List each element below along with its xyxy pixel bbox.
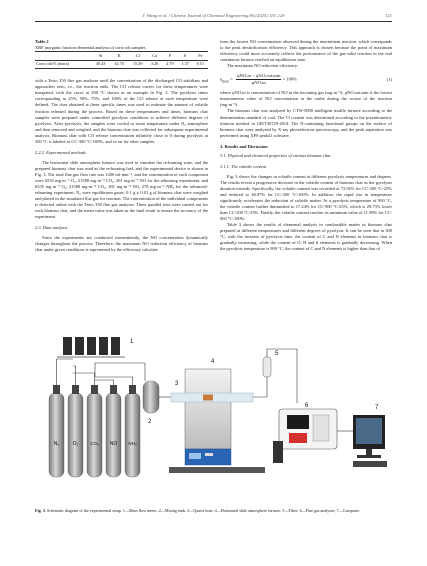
figure-caption-text: Schematic diagram of the experimental setup. 1—Mass flow meter; 2—Mixing tank; 3—Quartz boat; 4—Horizontal slide atmosphere furnace; 5—Filter; 6—Flue gas analyzer; 7—Computer. <box>46 508 360 513</box>
table-cell: 1.37 <box>181 61 189 67</box>
col-header <box>35 52 91 61</box>
label-3: 3 <box>175 381 179 387</box>
figure-3 <box>35 333 392 505</box>
equation-1 <box>220 73 392 86</box>
cylinder-o2 <box>68 385 83 477</box>
label-6: 6 <box>305 403 309 409</box>
table-cell: 0.51 <box>196 61 205 67</box>
quartz-tube <box>171 393 253 402</box>
page-number: 121 <box>385 13 392 18</box>
col-header: Cl <box>135 52 140 58</box>
eq-symbol: η <box>220 76 223 82</box>
computer <box>353 415 387 467</box>
header-rule <box>35 21 392 22</box>
table-cell: 15.49 <box>132 61 143 67</box>
eq-subscript: max <box>222 79 229 84</box>
table-header-row <box>35 52 208 61</box>
section-heading-2-3: 2.3. Data analysis <box>35 225 68 231</box>
eq-denominator: φNO,in <box>251 80 266 86</box>
table-cell: 2.79 <box>166 61 174 67</box>
section-heading-3-1: 3.1. Physical and chemical properties of various biomass char <box>220 152 332 158</box>
gas-label-n2: N₂ <box>53 441 60 447</box>
filter-to-analyzer-line <box>267 349 297 403</box>
paragraph: Table 3 shows the results of elemental analysis in combustible matter in biomass char prepared at different temperatures and different degrees of pyrolysis. It can be seen that at 300 °C, with the increase of pyrolysis time, the content of C and N elements in biomass char is gradually increasing, while the content of O, H and S elements is gradually decreasing. When the pyrolysis temperature is 900 °C, the content of C and N elements is higher than that of <box>220 222 392 252</box>
table-title: XRF inorganic fraction elemental analysis of corn cob samples <box>35 44 146 50</box>
gas-cylinders <box>49 385 140 477</box>
cylinder-no <box>106 385 121 477</box>
table-2-caption <box>35 39 208 50</box>
table-label: Table 2 <box>35 39 49 44</box>
gas-label-co2: CO₂ <box>90 441 99 446</box>
left-column <box>35 39 208 254</box>
flue-gas-analyzer <box>273 409 337 463</box>
journal-title: J. Wang et al. / Chinese Journal of Chemical Engineering 80 (2025) 119–129 <box>142 13 285 18</box>
paragraph: The horizontal slide atmosphere furnace was used to simulate the re-burning zone, and the prepared biomass char was used as the re-burning fuel, and the experimental device is shown in Fig. 3. The total flue gas flow rate was 1200 ml·min⁻¹, and the concentration of each component were 6535 mg·m⁻³ O₂, 21588 mg·m⁻³ CO₂, 491 mg·m⁻³ NO for the reburning experiment, and 6535 mg·m⁻³ O₂, 21588 mg·m⁻³ CO₂, 491 mg·m⁻³ NO, 278 mg·m⁻³ NH₃ for the advanced-reburning experiment, N₂ were equilibrium gases. 0.1 g ± 0.01 g of biomass char were weighed and placed in the simulated flue gas for reaction. The concentration of the individual components is detected online with the Testo 350 flue gas analyzer. Three parallel tests were carried out for each biomass char, and the mean value was taken as the final result to ensure the accuracy of the experiment. <box>35 159 208 220</box>
col-header: K <box>117 52 121 58</box>
filter <box>263 357 271 377</box>
col-header: Ca <box>152 52 158 58</box>
paragraph: where φNO,in is concentration of NO in the incoming gas (mg·m⁻³); φNO,out,min is the lowest instantaneous value of NO concentration at the outlet during the course of the reaction (mg·m⁻³). <box>220 90 392 108</box>
section-heading-3-1-1: 3.1.1. The volatile content <box>220 163 267 169</box>
table-cell: 3.28 <box>150 61 159 67</box>
outlet-line <box>253 377 267 397</box>
paragraph: The biomass char was analyzed by CTW-5008 intelligent muffle furnace according to the determination standard of coal. The Cl content was determined according to the potentiometric titration method in GB/T30729-2014. The N-containing functional groups on the surface of biomass char were analyzed by X-ray photoelectron spectroscopy, and the peak separation was performed using XPS peak41 software. <box>220 108 392 138</box>
paragraph: Since the experiments are conducted intermittently, the NO concentration dynamically changes throughout the process. Therefore, the maximum NO reduction efficiency of biomass char under given conditions is represented by the efficiency calculate <box>35 235 208 253</box>
cylinder-co2 <box>87 385 102 477</box>
label-7: 7 <box>375 405 379 411</box>
table-row <box>35 60 208 69</box>
equation-number: (1) <box>386 76 392 82</box>
cylinder-nh3 <box>125 385 140 477</box>
section-heading-3: 3. Results and Discussion <box>220 143 268 149</box>
col-header: S <box>183 52 187 58</box>
paragraph: with a Testo 350 flue gas analyzer until the concentration of the discharged CO stabilizes and approaches zero, i.e., the reaction ends. The CO release curves for these temperatures were integrated, with the curve at 300 °C shown as an example in Fig. 2. The pyrolysis times corresponding to 25%, 50%, 75%, and 100% of the CO release at each temperature were defined. The char obtained at these specific times was used to estimate the amount of volatile fraction released during the process. Based on these temperatures and times, biomass char samples were prepared under controlled pyrolysis conditions to achieve different degrees of pyrolysis. After pyrolysis, the samples were cooled to room temperature under N₂ atmosphere and then removed and weighed, and the biomass char was collected for subsequent experimental analysis. Biomass char with CO release concentration infinitely close to 0 during pyrolysis at 300 °C is labeled as CC-300 °C-100%, and so on for other samples. <box>35 78 208 144</box>
gas-label-nh3: NH₃ <box>128 441 137 446</box>
tube-furnace <box>169 369 265 473</box>
table-cell: 32.70 <box>114 61 124 67</box>
col-header: Si <box>98 52 103 58</box>
right-column <box>220 39 392 252</box>
mixing-tank <box>143 381 159 413</box>
experimental-setup-diagram <box>35 333 392 505</box>
table-cell: Corn cob/% (mass) <box>36 61 70 67</box>
table-cell: 40.43 <box>95 61 106 67</box>
col-header: P <box>168 52 172 58</box>
eq-numerator: φNO,in − φNO,out,min <box>236 73 282 80</box>
paragraph: from the lowest NO concentration observed during the intermittent reaction, which corresponds to the peak denitrification efficiency. This approach is chosen because the point of maximum efficiency could more accurately reflects the performance of the gas-solid reaction in the real continuous furnace reached an equilibrium state. <box>220 39 392 63</box>
cylinder-n2 <box>49 385 64 477</box>
xrf-table <box>35 51 208 69</box>
gas-label-no: NO <box>109 441 118 447</box>
eq-tail: × 100% <box>282 76 298 82</box>
paragraph: Fig. 3 shows the changes in volatile content at different pyrolysis temperatures and degrees. The results reveal a progressive decrease in the volatile content of biomass char as the pyrolysis duration extends. Specifically, the volatile content was recorded at 73.92% for CC-300 °C-25% and reduced to 46.97% for CC-300 °C-100%. In addition, the rapid rise in temperature significantly accelerates the reduction of volatile matter. At a pyrolysis temperature of 900 °C, the volatile content further diminished to 17.24% for CC-900 °C-25%, which is 29.73% lower than CC-300 °C-25%. Finally, the volatile content reaches its minimum value of 11.99% for CC-900 °C-100%. <box>220 173 393 222</box>
eq-fraction <box>236 73 282 86</box>
equation-body: $\eta_{max}$ = $\frac{\text{φNO,in − φNO,out,min}}{\text{φNO,in}}$ × 100% <box>220 73 298 86</box>
figure-3-caption <box>35 508 392 513</box>
quartz-boat <box>203 395 213 401</box>
paragraph: The maximum NO reduction efficiency: <box>227 63 299 69</box>
label-4: 4 <box>211 359 215 365</box>
mass-flow-meters <box>57 337 125 357</box>
label-1: 1 <box>130 339 134 345</box>
figure-label: Fig. 3. <box>35 508 46 513</box>
section-heading-2-2-2: 2.2.2. Experimental methods <box>35 149 86 155</box>
label-5: 5 <box>275 351 279 357</box>
col-header: Fe <box>198 52 203 58</box>
label-2: 2 <box>148 419 152 425</box>
gas-lines <box>57 359 146 385</box>
gas-label-o2: O₂ <box>72 441 79 447</box>
